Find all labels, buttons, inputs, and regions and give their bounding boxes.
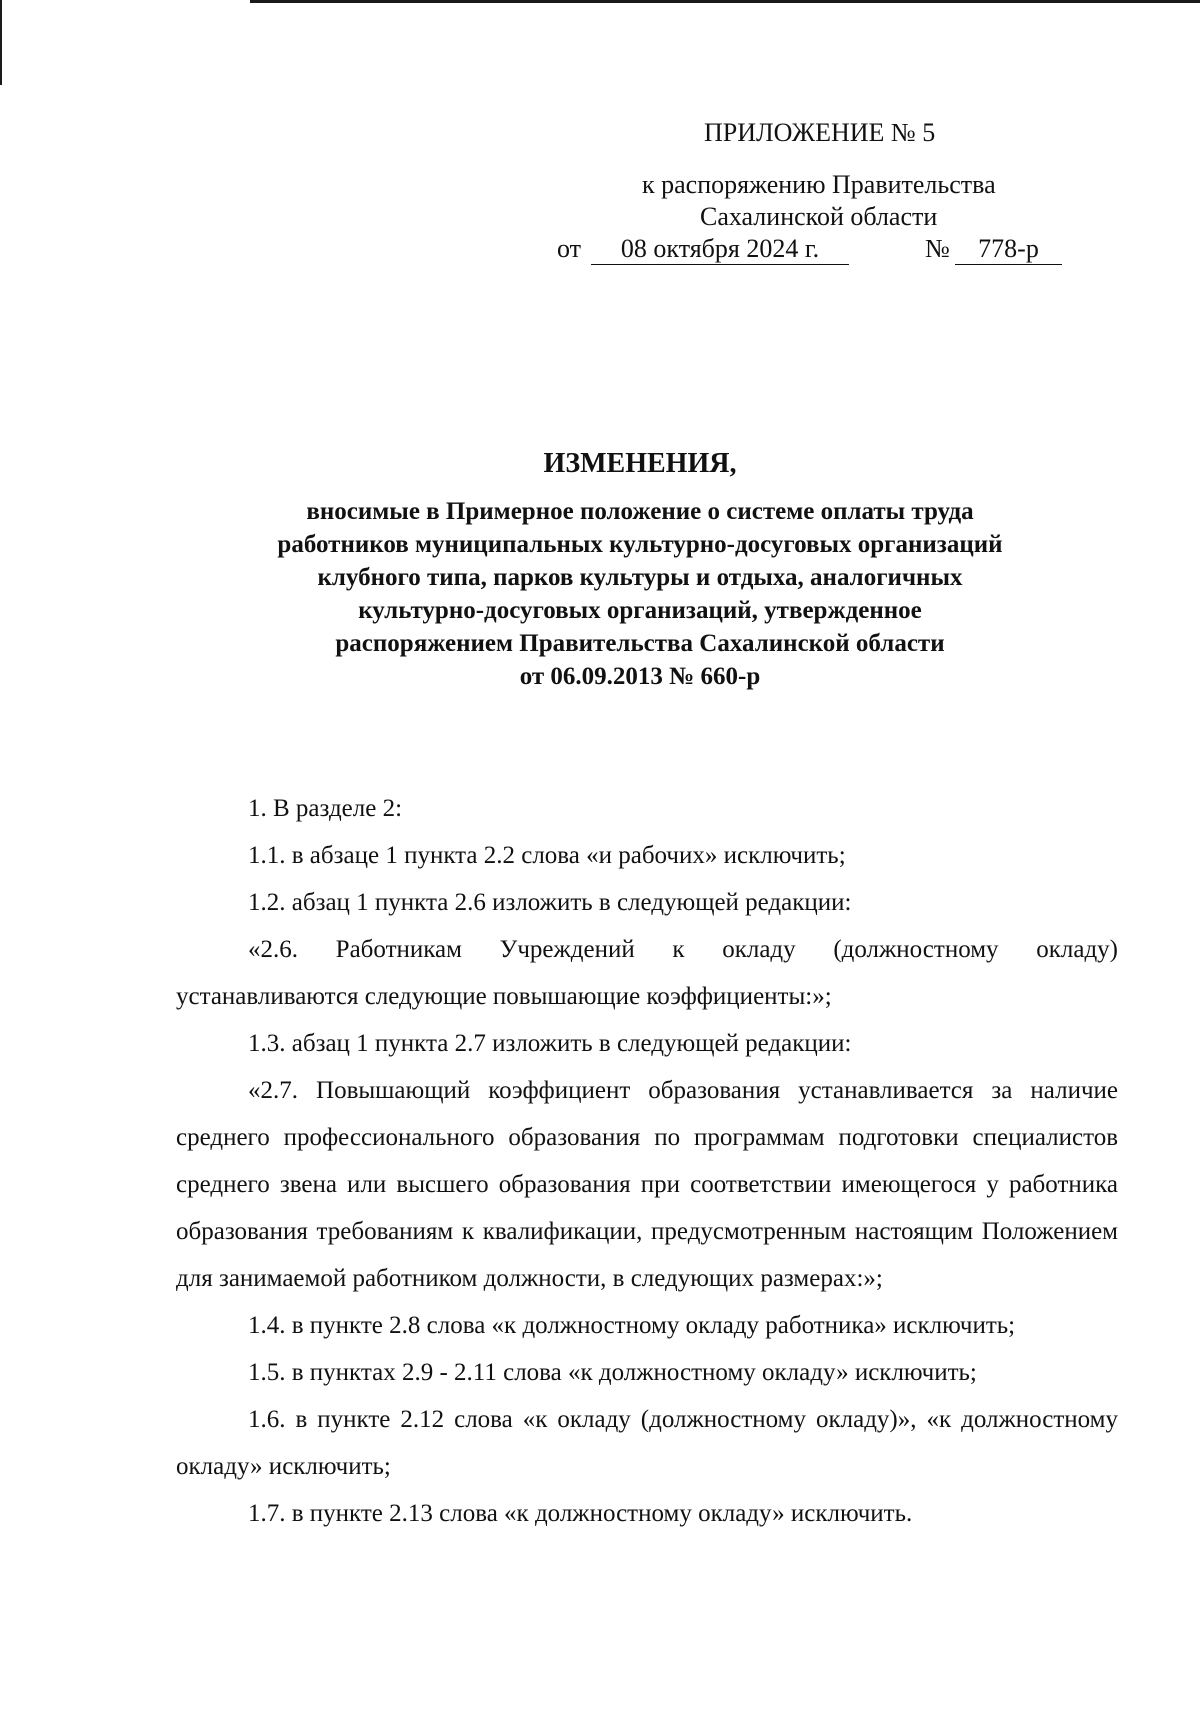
number-label: № xyxy=(925,234,950,263)
paragraph: 1.2. абзац 1 пункта 2.6 изложить в следующей редакции: xyxy=(248,889,852,916)
document-heading xyxy=(190,445,1090,693)
heading-subtitle-line: распоряжением Правительства Сахалинской области xyxy=(335,630,945,657)
order-number: 778-р xyxy=(955,234,1062,265)
paragraph: 1.6. в пункте 2.12 слова «к окладу (должностному окладу)», «к должностному окладу» исключить; xyxy=(176,1406,1118,1480)
paragraph: 1.1. в абзаце 1 пункта 2.2 слова «и рабочих» исключить; xyxy=(248,842,846,869)
annex-date-number-line xyxy=(540,234,1100,268)
paragraph: 1. В разделе 2: xyxy=(248,795,403,822)
scan-edge-left xyxy=(0,0,2,85)
annex-to-order: к распоряжению Правительства xyxy=(642,170,996,199)
paragraph: 1.5. в пунктах 2.9 - 2.11 слова «к должностному окладу» исключить; xyxy=(248,1359,977,1386)
paragraph: «2.6. Работникам Учреждений к окладу (должностному окладу) устанавливаются следующие повышающие коэффициенты:»; xyxy=(176,936,1118,1010)
paragraph: 1.4. в пункте 2.8 слова «к должностному окладу работника» исключить; xyxy=(248,1312,1016,1339)
order-date: 08 октября 2024 г. xyxy=(591,234,849,265)
heading-subtitle-line: вносимые в Примерное положение о системе оплаты труда xyxy=(306,498,974,525)
heading-subtitle-line: работников муниципальных культурно-досуговых организаций xyxy=(277,531,1003,558)
heading-subtitle-line: клубного типа, парков культуры и отдыха, аналогичных xyxy=(317,564,963,591)
heading-subtitle-line: культурно-досуговых организаций, утвержденное xyxy=(358,597,922,624)
from-label: от xyxy=(557,234,582,263)
paragraph: 1.3. абзац 1 пункта 2.7 изложить в следующей редакции: xyxy=(248,1030,852,1057)
annex-title: ПРИЛОЖЕНИЕ № 5 xyxy=(704,118,936,147)
document-body xyxy=(176,785,1118,1537)
paragraph: «2.7. Повышающий коэффициент образования устанавливается за наличие среднего профессионального образования по программам подготовки специалистов среднего звена или высшего образования при соответствии имеющегося у работника образования требованиям к квалификации, предусмотренным настоящим Положением для занимаемой работником должности, в следующих размерах:»; xyxy=(176,1077,1118,1292)
heading-title: ИЗМЕНЕНИЯ, xyxy=(543,448,737,479)
scan-edge-top xyxy=(250,0,1200,3)
paragraph: 1.7. в пункте 2.13 слова «к должностному окладу» исключить. xyxy=(248,1500,913,1527)
annex-region: Сахалинской области xyxy=(700,202,938,231)
heading-subtitle-line: от 06.09.2013 № 660-р xyxy=(519,663,761,690)
